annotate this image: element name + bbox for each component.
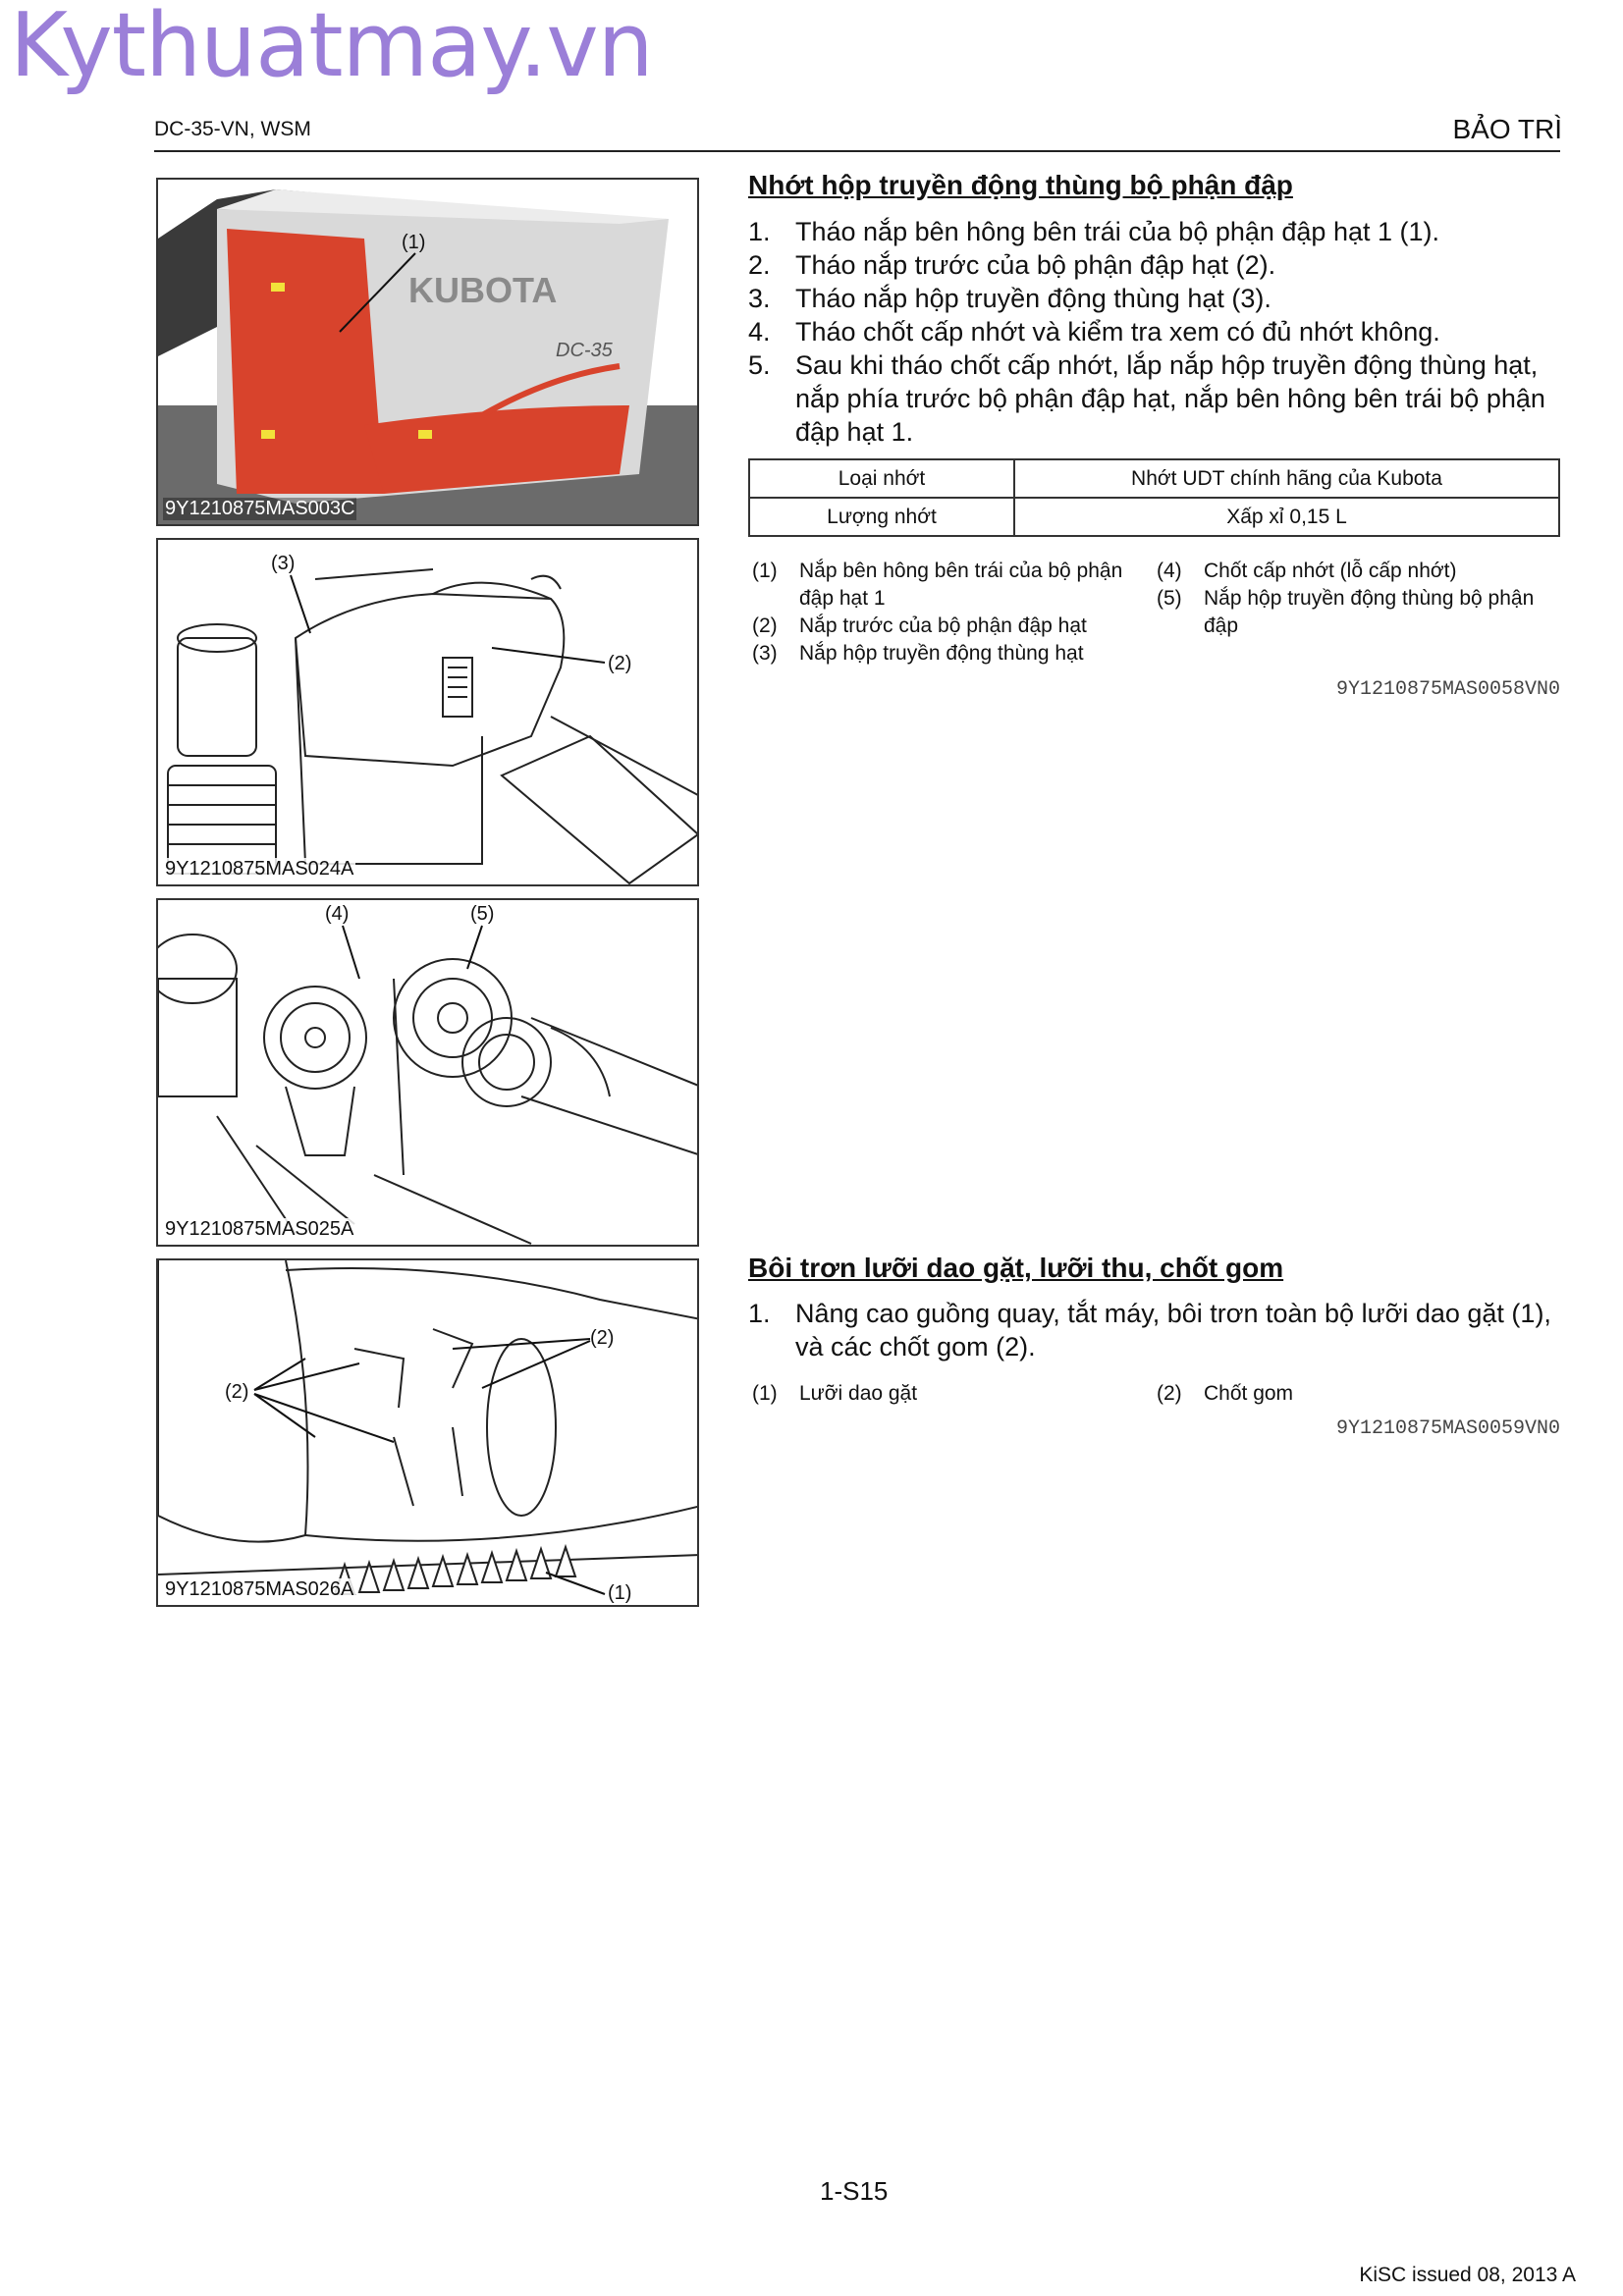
figure-knife-drawing (156, 1258, 699, 1607)
figure-code: 9Y1210875MAS026A (165, 1578, 354, 1600)
callout-2-right: (2) (590, 1327, 615, 1349)
table-cell-value: Xấp xỉ 0,15 L (1014, 498, 1559, 536)
step-item: 2. Tháo nắp trước của bộ phận đập hạt (2). (748, 250, 1276, 280)
legend-item: (5) Nắp hộp truyền động thùng bộ phận đập (1157, 587, 1535, 637)
issue-info: KiSC issued 08, 2013 A (1359, 2264, 1576, 2286)
callout-5: (5) (470, 903, 495, 925)
reference-code: 9Y1210875MAS0059VN0 (1335, 1417, 1560, 1440)
callout-1: (1) (402, 232, 426, 253)
brand-label: KUBOTA (408, 270, 558, 310)
table-cell-label: Loại nhớt (749, 459, 1014, 498)
section-name: BẢO TRÌ (1452, 114, 1562, 144)
section-title-oil: Nhớt hộp truyền động thùng bộ phận đập (748, 170, 1293, 200)
callout-2: (2) (608, 653, 632, 674)
document-id: DC-35-VN, WSM (154, 118, 311, 140)
figure-code: 9Y1210875MAS003C (165, 498, 355, 519)
callout-2-left: (2) (225, 1381, 249, 1403)
step-item: 5. Sau khi tháo chốt cấp nhớt, lắp nắp hộp truyền động thùng hạt, nắp phía trước bộ phận đập hạt, nắp bên hông bên trái bộ phận đập hạt 1. (748, 350, 1545, 447)
table-row (749, 459, 1559, 498)
figure-machine-photo (156, 178, 699, 526)
figure-pulleys-drawing (156, 898, 699, 1247)
table-row (749, 498, 1559, 536)
figure-covers-drawing (156, 538, 699, 886)
legend-item: (3) Nắp hộp truyền động thùng hạt (752, 642, 1084, 665)
watermark-logo: Kythuatmay.vn (10, 0, 653, 97)
legend-item: (2) Chốt gom (1157, 1382, 1294, 1405)
legend-item: (1) Nắp bên hông bên trái của bộ phận đập hạt 1 (752, 560, 1123, 610)
oil-steps-list (748, 215, 1563, 449)
section-title-lubrication: Bôi trơn lưỡi dao gặt, lưỡi thu, chốt gom (748, 1253, 1284, 1283)
legend-item: (1) Lưỡi dao gặt (752, 1382, 918, 1405)
callout-3: (3) (271, 553, 296, 574)
step-item: 4. Tháo chốt cấp nhớt và kiểm tra xem có đủ nhớt không. (748, 317, 1440, 347)
reference-code: 9Y1210875MAS0058VN0 (1335, 678, 1560, 701)
legend-item: (2) Nắp trước của bộ phận đập hạt (752, 614, 1087, 637)
callout-1: (1) (608, 1582, 632, 1604)
figure-code: 9Y1210875MAS025A (165, 1218, 354, 1240)
model-label: DC-35 (556, 340, 613, 361)
oil-spec-table (748, 458, 1560, 537)
lubrication-steps-list (748, 1297, 1563, 1363)
legend-item: (4) Chốt cấp nhớt (lỗ cấp nhớt) (1157, 560, 1457, 582)
table-cell-label: Lượng nhớt (749, 498, 1014, 536)
legend-right (1157, 1380, 1561, 1408)
legend-right (1157, 558, 1561, 640)
header-divider (154, 150, 1560, 152)
table-cell-value: Nhớt UDT chính hãng của Kubota (1014, 459, 1559, 498)
legend-left (752, 1380, 1155, 1408)
page-number: 1-S15 (820, 2176, 889, 2206)
legend-left (752, 558, 1155, 667)
step-item: 1. Nâng cao guồng quay, tắt máy, bôi trơn toàn bộ lưỡi dao gặt (1), và các chốt gom (2). (748, 1299, 1551, 1362)
step-item: 1. Tháo nắp bên hông bên trái của bộ phận đập hạt 1 (1). (748, 217, 1440, 246)
step-item: 3. Tháo nắp hộp truyền động thùng hạt (3). (748, 284, 1271, 313)
figure-code: 9Y1210875MAS024A (165, 858, 354, 880)
callout-4: (4) (325, 903, 350, 925)
